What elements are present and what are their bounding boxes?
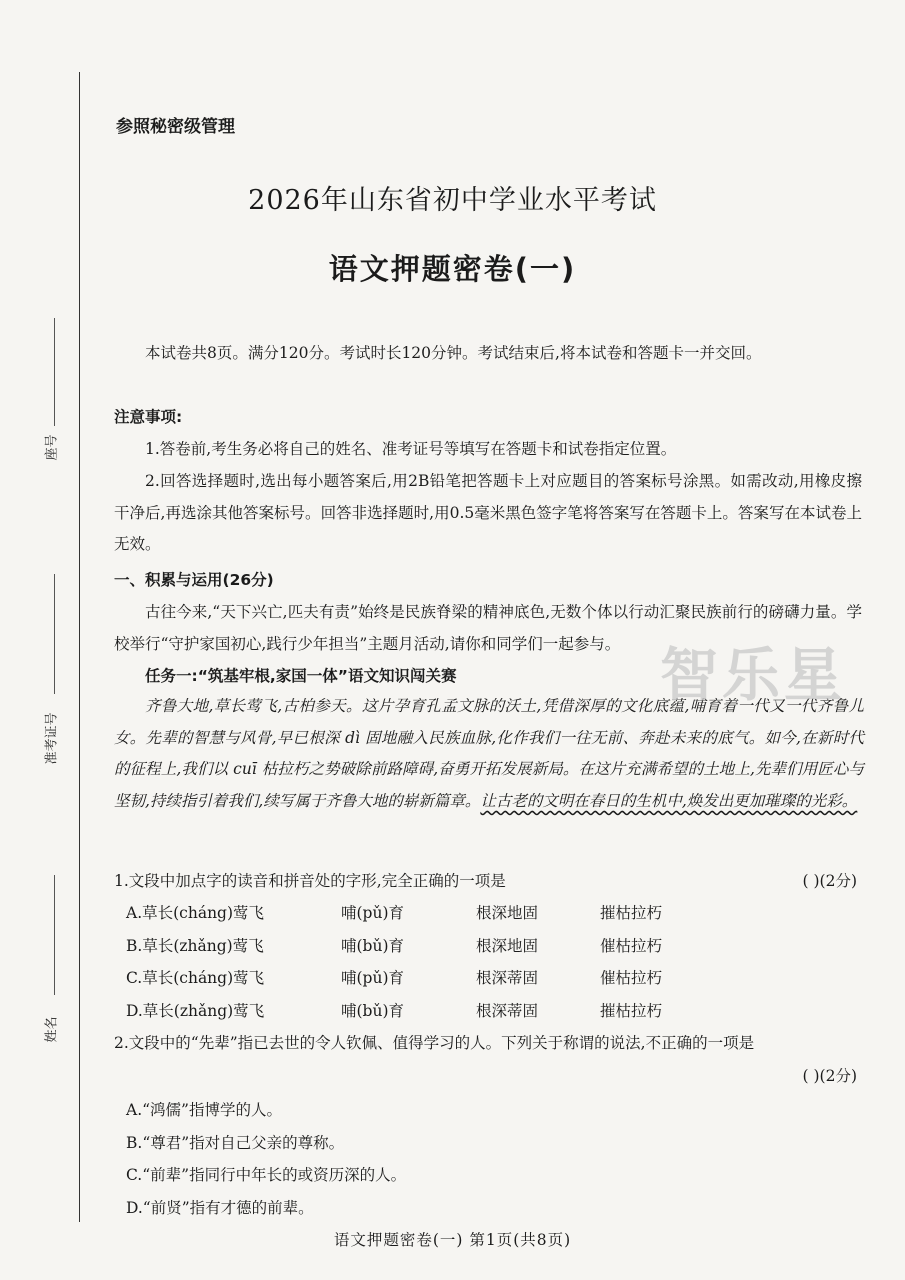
seat-label: 座号 bbox=[44, 434, 60, 461]
notice-item-1: 1.答卷前,考生务必将自己的姓名、准考证号等填写在答题卡和试卷指定位置。 bbox=[145, 440, 677, 458]
exam-id-line bbox=[54, 574, 55, 694]
q2-option-b: B.“尊君”指对自己父亲的尊称。 bbox=[126, 1134, 345, 1152]
intro-paragraph: 本试卷共8页。满分120分。考试时长120分钟。考试结束后,将本试卷和答题卡一并交回。 bbox=[145, 344, 762, 362]
option-col-1: A.草长(cháng)莺飞 bbox=[126, 904, 265, 922]
question-1-score: ( )(2分) bbox=[802, 872, 857, 890]
name-line bbox=[54, 875, 55, 995]
secret-level-label: 参照秘密级管理 bbox=[116, 117, 235, 137]
option-col-4: 摧枯拉朽 bbox=[600, 1002, 663, 1020]
option-col-3: 根深地固 bbox=[476, 937, 539, 955]
seat-line bbox=[54, 318, 55, 426]
section-heading: 一、积累与运用(26分) bbox=[114, 571, 274, 589]
option-col-4: 催枯拉朽 bbox=[600, 937, 663, 955]
question-1-stem: 1.文段中加点字的读音和拼音处的字形,完全正确的一项是 bbox=[114, 872, 506, 890]
option-col-4: 催枯拉朽 bbox=[600, 969, 663, 987]
question-2-stem: 2.文段中的“先辈”指已去世的令人钦佩、值得学习的人。下列关于称谓的说法,不正确的一项是 bbox=[114, 1034, 755, 1052]
option-col-3: 根深蒂固 bbox=[476, 969, 539, 987]
watermark: 智乐星 bbox=[660, 641, 847, 709]
option-col-1: D.草长(zhǎng)莺飞 bbox=[126, 1002, 265, 1020]
task1-heading: 任务一:“筑基牢根,家国一体”语文知识闯关赛 bbox=[145, 667, 457, 685]
q2-option-a: A.“鸿儒”指博学的人。 bbox=[126, 1101, 282, 1119]
exam-id-label: 准考证号 bbox=[44, 712, 60, 765]
name-label: 姓名 bbox=[44, 1016, 60, 1043]
binding-line bbox=[79, 72, 80, 1222]
option-col-4: 摧枯拉朽 bbox=[600, 904, 663, 922]
option-col-2: 哺(bǔ)育 bbox=[341, 937, 404, 955]
paper-title: 语文押题密卷(一) bbox=[328, 252, 577, 286]
q2-option-c: C.“前辈”指同行中年长的或资历深的人。 bbox=[126, 1166, 407, 1184]
passage-underlined-sentence: 让古老的文明在春日的生机中,焕发出更加璀璨的光彩。 bbox=[480, 791, 858, 810]
page-footer: 语文押题密卷(一) 第1页(共8页) bbox=[333, 1231, 572, 1249]
option-col-2: 哺(pǔ)育 bbox=[341, 969, 404, 987]
notice-item-2: 2.回答选择题时,选出每小题答案后,用2B铅笔把答题卡上对应题目的答案标号涂黑。如需改动,用橡皮擦干净后,再选涂其他答案标号。回答非选择题时,用0.5毫米黑色签字笔将答案写在答题卡上。答案写在本试卷上无效。 bbox=[114, 472, 862, 554]
question-2-score: ( )(2分) bbox=[802, 1067, 857, 1085]
notice-heading: 注意事项: bbox=[114, 408, 183, 426]
section-intro: 古往今来,“天下兴亡,匹夫有责”始终是民族脊梁的精神底色,无数个体以行动汇聚民族前行的磅礴力量。学校举行“守护家国初心,践行少年担当”主题月活动,请你和同学们一起参与。 bbox=[114, 603, 862, 653]
option-col-1: C.草长(cháng)莺飞 bbox=[126, 969, 265, 987]
option-col-2: 哺(bǔ)育 bbox=[341, 1002, 404, 1020]
exam-title: 2026年山东省初中学业水平考试 bbox=[248, 185, 657, 216]
option-col-1: B.草长(zhǎng)莺飞 bbox=[126, 937, 264, 955]
option-col-2: 哺(pǔ)育 bbox=[341, 904, 404, 922]
option-col-3: 根深蒂固 bbox=[476, 1002, 539, 1020]
q2-option-d: D.“前贤”指有才德的前辈。 bbox=[126, 1199, 314, 1217]
passage-text: 齐鲁大地,草长莺飞,古柏参天。这片孕育孔孟文脉的沃土,凭借深厚的文化底蕴,哺育着一代又一代齐鲁儿女。先辈的智慧与风骨,早已根深 dì 固地融入民族血脉,化作我们一往无前、奔赴未来的底气。如今,在新时代的征程上,我们以 cuī 枯拉朽之势破除前路障碍,奋勇开拓发展新局。在这片充满希望的土地上,先辈们用匠心与坚韧,持续指引着我们,续写属于齐鲁大地的崭新篇章。 bbox=[114, 697, 864, 810]
option-col-3: 根深地固 bbox=[476, 904, 539, 922]
